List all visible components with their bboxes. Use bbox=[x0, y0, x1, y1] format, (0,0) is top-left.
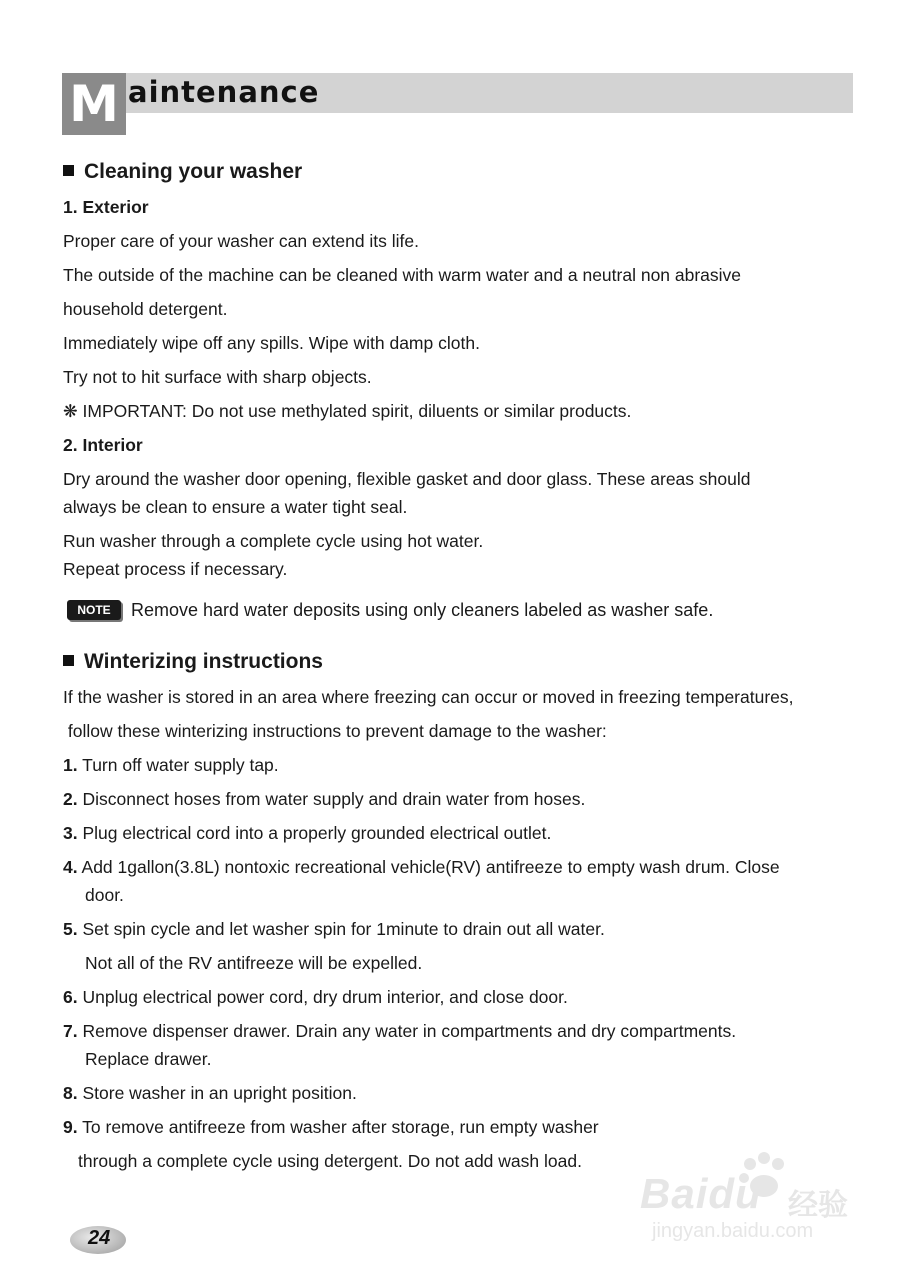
list-item bbox=[63, 787, 585, 811]
square-bullet-icon bbox=[63, 165, 74, 176]
step-text: To remove antifreeze from washer after storage, run empty washer bbox=[82, 1117, 599, 1137]
step-number: 2. bbox=[63, 789, 78, 809]
step-text: Plug electrical cord into a properly grounded electrical outlet. bbox=[82, 823, 552, 843]
paragraph-line: Repeat process if necessary. bbox=[63, 559, 288, 579]
interior-heading: 2. Interior bbox=[63, 435, 143, 455]
list-item bbox=[63, 821, 551, 845]
step-text: Add 1gallon(3.8L) nontoxic recreational vehicle(RV) antifreeze to empty wash drum. Close bbox=[81, 857, 780, 877]
paragraph-line: Run washer through a complete cycle using hot water. bbox=[63, 531, 484, 551]
step-text: Unplug electrical power cord, dry drum interior, and close door. bbox=[82, 987, 568, 1007]
baidu-watermark bbox=[640, 1150, 870, 1250]
step-number: 9. bbox=[63, 1117, 78, 1137]
step-number: 4. bbox=[63, 857, 78, 877]
header-initial-letter: M bbox=[62, 73, 126, 135]
list-item bbox=[63, 1019, 736, 1043]
step-text: Turn off water supply tap. bbox=[82, 755, 279, 775]
step-number: 6. bbox=[63, 987, 78, 1007]
list-item bbox=[63, 753, 279, 777]
list-item bbox=[63, 917, 605, 941]
step-continuation: Not all of the RV antifreeze will be expelled. bbox=[85, 953, 423, 973]
section-title: Cleaning your washer bbox=[84, 160, 303, 183]
intro-line: follow these winterizing instructions to prevent damage to the washer: bbox=[63, 721, 607, 741]
step-continuation: Replace drawer. bbox=[85, 1049, 212, 1069]
section-title: Winterizing instructions bbox=[84, 650, 323, 673]
paragraph-line: Immediately wipe off any spills. Wipe with damp cloth. bbox=[63, 333, 480, 353]
watermark-brand: Baidu bbox=[640, 1170, 762, 1217]
list-item bbox=[63, 1081, 357, 1105]
step-text: Disconnect hoses from water supply and drain water from hoses. bbox=[82, 789, 586, 809]
important-warning: ❋ IMPORTANT: Do not use methylated spirit, diluents or similar products. bbox=[63, 401, 632, 421]
list-item bbox=[63, 1115, 599, 1139]
step-text: Remove dispenser drawer. Drain any water in compartments and dry compartments. bbox=[82, 1021, 737, 1041]
exterior-heading: 1. Exterior bbox=[63, 197, 149, 217]
watermark-url: jingyan.baidu.com bbox=[652, 1220, 814, 1242]
section-heading-winterizing bbox=[63, 649, 323, 675]
step-number: 5. bbox=[63, 919, 78, 939]
note-badge-icon: NOTE bbox=[67, 600, 121, 620]
note-text: Remove hard water deposits using only cleaners labeled as washer safe. bbox=[131, 600, 714, 620]
step-continuation: door. bbox=[85, 885, 124, 905]
paragraph-line: The outside of the machine can be cleaned with warm water and a neutral non abrasive bbox=[63, 265, 742, 285]
step-number: 1. bbox=[63, 755, 78, 775]
step-number: 7. bbox=[63, 1021, 78, 1041]
paragraph-line: household detergent. bbox=[63, 299, 228, 319]
paragraph-line: Proper care of your washer can extend its life. bbox=[63, 231, 420, 251]
paragraph-line: always be clean to ensure a water tight seal. bbox=[63, 497, 408, 517]
paragraph-line: Try not to hit surface with sharp objects. bbox=[63, 367, 372, 387]
watermark-cn: 经验 bbox=[788, 1189, 848, 1222]
list-item bbox=[63, 855, 780, 879]
page-number: 24 bbox=[88, 1227, 111, 1249]
step-text: Set spin cycle and let washer spin for 1minute to drain out all water. bbox=[82, 919, 605, 939]
square-bullet-icon bbox=[63, 655, 74, 666]
list-item bbox=[63, 985, 568, 1009]
step-text: Store washer in an upright position. bbox=[82, 1083, 357, 1103]
step-continuation: through a complete cycle using detergent. Do not add wash load. bbox=[78, 1151, 582, 1171]
page-title: aintenance bbox=[128, 75, 320, 109]
intro-line: If the washer is stored in an area where freezing can occur or moved in freezing temperatures, bbox=[63, 687, 794, 707]
section-heading-cleaning bbox=[63, 159, 302, 185]
step-number: 3. bbox=[63, 823, 78, 843]
paragraph-line: Dry around the washer door opening, flexible gasket and door glass. These areas should bbox=[63, 469, 751, 489]
step-number: 8. bbox=[63, 1083, 78, 1103]
